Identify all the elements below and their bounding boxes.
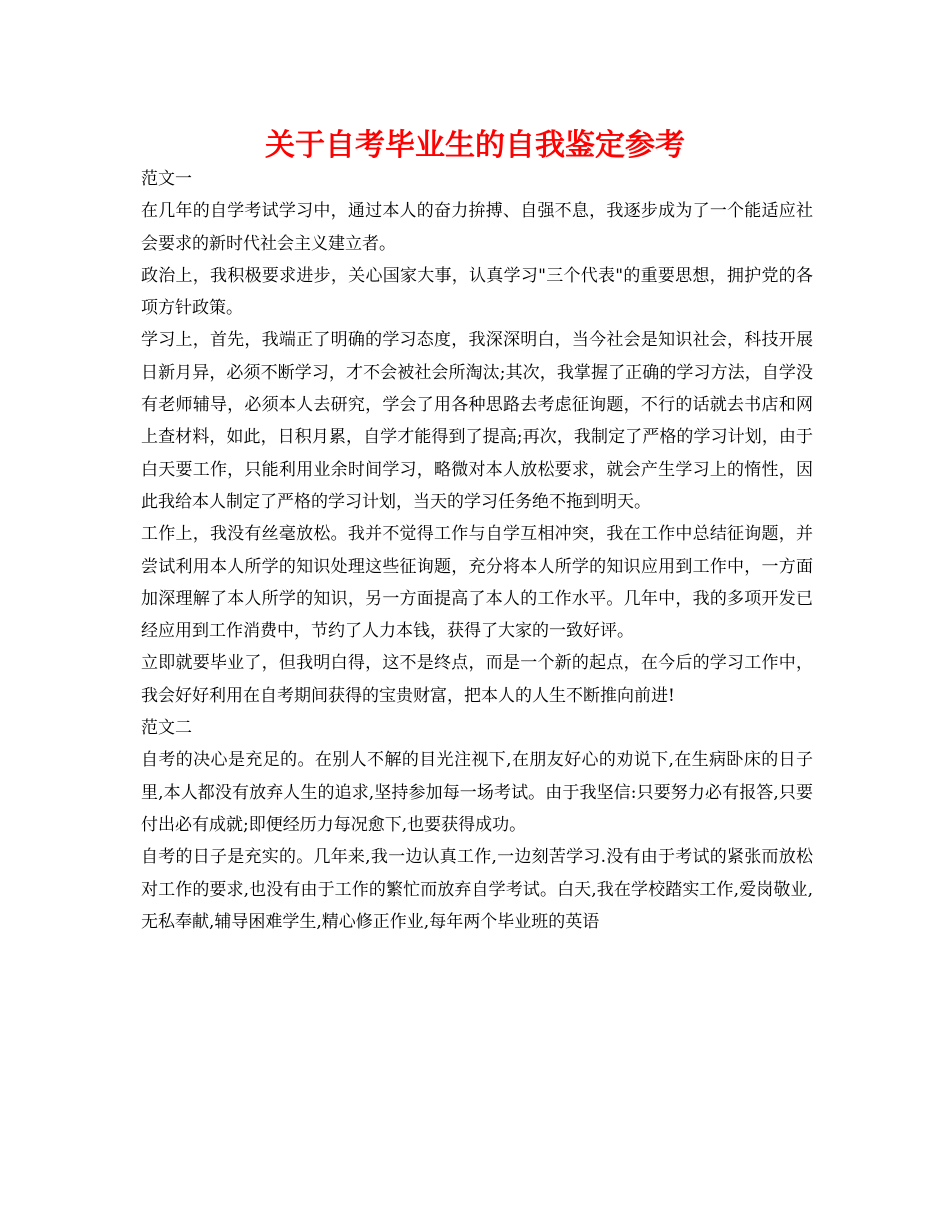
paragraph: 自考的日子是充实的。几年来,我一边认真工作,一边刻苦学习.没有由于考试的紧张而放松对工作的要求,也没有由于工作的繁忙而放弃自学考试。白天,我在学校踏实工作,爱岗敬业,无私奉献,辅导困难学生,精心修正作业,每年两个毕业班的英语 [141, 847, 813, 932]
paragraph: 立即就要毕业了，但我明白得，这不是终点，而是一个新的起点，在今后的学习工作中，我会好好利用在自考期间获得的宝贵财富，把本人的人生不断推向前进! [141, 653, 813, 706]
section-heading-1: 范文一 [141, 169, 192, 189]
paragraph: 学习上，首先，我端正了明确的学习态度，我深深明白，当今社会是知识社会，科技开展日新月异，必须不断学习，才不会被社会所淘汰;其次，我掌握了正确的学习方法，自学没有老师辅导，必须本人去研究，学会了用各种思路去考虑征询题，不行的话就去书店和网上查材料，如此，日积月累，自学才能得到了提高;再次，我制定了严格的学习计划，由于白天要工作，只能利用业余时间学习，略微对本人放松要求，就会产生学习上的惰性，因此我给本人制定了严格的学习计划，当天的学习任务绝不拖到明天。 [141, 330, 813, 512]
paragraph: 工作上，我没有丝毫放松。我并不觉得工作与自学互相冲突，我在工作中总结征询题，并尝试利用本人所学的知识处理这些征询题，充分将本人所学的知识应用到工作中，一方面加深理解了本人所学的知识，另一方面提高了本人的工作水平。几年中，我的多项开发已经应用到工作消费中，节约了人力本钱，获得了大家的一致好评。 [141, 524, 813, 642]
section-heading-2: 范文二 [141, 718, 192, 739]
paragraph: 政治上，我积极要求进步，关心国家大事，认真学习"三个代表"的重要思想，拥护党的各项方针政策。 [141, 265, 813, 319]
paragraph: 自考的决心是充足的。在别人不解的目光注视下,在朋友好心的劝说下,在生病卧床的日子里,本人都没有放弃人生的追求,坚持参加每一场考试。由于我坚信:只要努力必有报答,只要付出必有成就;即便经历力每况愈下,也要获得成功。 [141, 750, 813, 835]
document-title: 关于自考毕业生的自我鉴定参考 [265, 128, 685, 163]
paragraph: 在几年的自学考试学习中，通过本人的奋力拚搏、自强不息，我逐步成为了一个能适应社会要求的新时代社会主义建立者。 [141, 201, 813, 254]
document-body [141, 163, 813, 938]
